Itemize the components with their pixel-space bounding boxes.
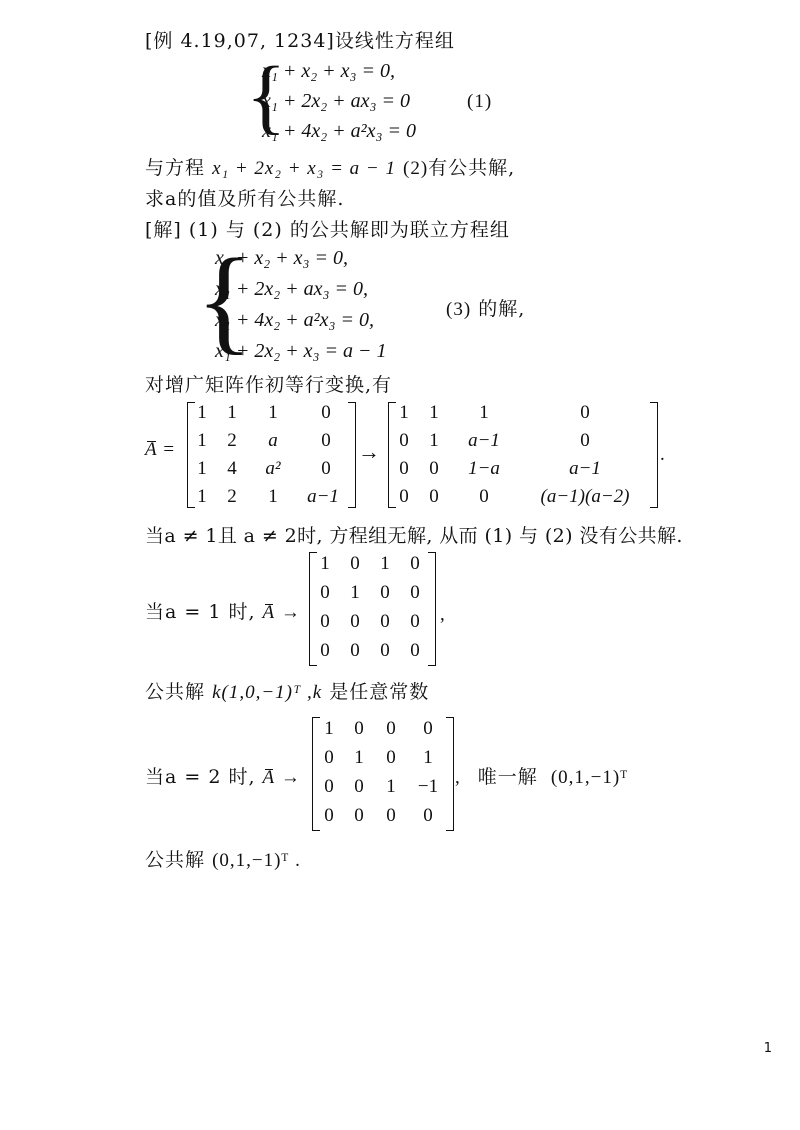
matrix-cell: 2 xyxy=(227,486,237,507)
matrix-cell: 1 xyxy=(197,402,207,423)
matrix-cell: 1 xyxy=(423,747,433,768)
matrix-cell: 1 xyxy=(386,776,396,797)
common-solution-2-prefix: 公共解 xyxy=(145,849,206,871)
system-3-brace: { xyxy=(196,234,253,365)
common-solution-1 xyxy=(145,677,429,704)
matrix-cell: 0 xyxy=(380,611,390,632)
arrow: → xyxy=(358,439,381,464)
matrix-cell: 0 xyxy=(324,747,334,768)
unique-solution-label: 唯一解 xyxy=(477,766,538,788)
matrix-right-bracket xyxy=(428,552,436,666)
equation-2-label: (2) xyxy=(403,158,429,179)
case-a1-prefix: 当a = 1 时, xyxy=(145,601,256,623)
matrix-cell: 0 xyxy=(320,611,330,632)
matrix-cell: 0 xyxy=(354,718,364,739)
matrix-cell: 0 xyxy=(410,582,420,603)
matrix-cell: (a−1)(a−2) xyxy=(540,486,630,507)
system-3-row: x₁ + 2x₂ + x₃ = a − 1 xyxy=(215,340,387,362)
case-a1-symbol: A xyxy=(262,602,276,623)
matrix-cell: 0 xyxy=(324,776,334,797)
problem-header xyxy=(145,26,455,53)
matrix-cell: 0 xyxy=(354,805,364,826)
matrix-cell: a² xyxy=(265,458,281,479)
matrix-cell: 0 xyxy=(321,430,331,451)
matrix-cell: 1 xyxy=(479,402,489,423)
matrix-cell: 1 xyxy=(324,718,334,739)
matrix-cell: 0 xyxy=(479,486,489,507)
matrix-cell: 1 xyxy=(350,582,360,603)
matrix-cell: 0 xyxy=(380,640,390,661)
system-1-row: x₁ + 2x₂ + ax₃ = 0 xyxy=(262,90,410,112)
matrix-cell: 2 xyxy=(227,430,237,451)
system-3-row: x₁ + 2x₂ + ax₃ = 0, xyxy=(215,278,368,300)
matrix-cell: 0 xyxy=(350,611,360,632)
system-1-row: x₁ + 4x₂ + a²x₃ = 0 xyxy=(262,120,416,142)
case-a2-prefix-line: 当a = 2 时, A → xyxy=(145,766,301,788)
matrix-cell: 1 xyxy=(399,402,409,423)
case-a1-prefix-line: 当a = 1 时, A → xyxy=(145,601,301,623)
matrix-cell: 0 xyxy=(350,640,360,661)
matrix-cell: 1 xyxy=(380,553,390,574)
matrix-cell: 0 xyxy=(580,430,590,451)
matrix-cell: 0 xyxy=(324,805,334,826)
solution-tag: [解] xyxy=(145,219,182,241)
matrix-cell: 0 xyxy=(429,486,439,507)
matrix-cell: 0 xyxy=(321,458,331,479)
with-equation-prefix: 与方程 xyxy=(145,157,206,179)
common-solution-1-prefix: 公共解 xyxy=(145,681,206,703)
augmented-label: A = xyxy=(145,439,176,460)
matrix-cell: 0 xyxy=(423,718,433,739)
unique-solution-value: (0,1,−1)ᵀ xyxy=(550,767,629,788)
case-a2-symbol: A xyxy=(262,767,276,788)
matrix-cell: 1 xyxy=(197,486,207,507)
problem-header-text: 设线性方程组 xyxy=(334,30,455,52)
common-solution-2-expr: (0,1,−1)ᵀ . xyxy=(212,850,301,871)
matrix-cell: 1−a xyxy=(468,458,500,479)
ask-line: 求a的值及所有公共解. xyxy=(145,188,345,210)
case-a2-prefix: 当a = 2 时, xyxy=(145,766,256,788)
system-1-label: (1) xyxy=(467,91,493,112)
matrix-cell: 1 xyxy=(197,430,207,451)
matrix-cell: 0 xyxy=(380,582,390,603)
case-a2-tail xyxy=(455,762,628,789)
system-3-suffix: 的解, xyxy=(478,298,526,320)
matrix-cell: 0 xyxy=(386,718,396,739)
case-a1-end: , xyxy=(440,604,446,625)
matrix-cell: a xyxy=(268,430,278,451)
case-no-solution: 当a ≠ 1且 a ≠ 2时, 方程组无解, 从而 (1) 与 (2) 没有公共解. xyxy=(145,525,683,547)
augmented-symbol: A xyxy=(145,439,158,460)
transform-line: 对增广矩阵作初等行变换,有 xyxy=(145,374,393,396)
system-3-tail xyxy=(446,294,525,321)
case-a2-end: , xyxy=(455,767,461,788)
augmented-end: . xyxy=(660,444,666,465)
matrix-right-bracket xyxy=(446,717,454,831)
common-solution-2 xyxy=(145,845,301,872)
matrix-cell: 1 xyxy=(268,486,278,507)
matrix-cell: 0 xyxy=(350,553,360,574)
equation-2: x₁ + 2x₂ + x₃ = a − 1 xyxy=(212,158,396,179)
system-1-brace: { xyxy=(246,50,287,143)
matrix-cell: 1 xyxy=(354,747,364,768)
matrix-cell: 0 xyxy=(321,402,331,423)
page-number: 1 xyxy=(763,1041,772,1056)
matrix-cell: 0 xyxy=(429,458,439,479)
matrix-cell: 0 xyxy=(423,805,433,826)
matrix-cell: a−1 xyxy=(307,486,339,507)
matrix-cell: 0 xyxy=(320,582,330,603)
common-solution-1-expr: k(1,0,−1)ᵀ ,k xyxy=(212,682,323,703)
common-solution-1-suffix: 是任意常数 xyxy=(329,681,430,703)
matrix-cell: 0 xyxy=(399,458,409,479)
matrix-cell: −1 xyxy=(417,776,439,797)
system-1-row: x₁ + x₂ + x₃ = 0, xyxy=(262,60,395,82)
system-3-row: x₁ + 4x₂ + a²x₃ = 0, xyxy=(215,309,374,331)
matrix-cell: 1 xyxy=(268,402,278,423)
matrix-cell: 0 xyxy=(386,747,396,768)
matrix-cell: 0 xyxy=(410,640,420,661)
matrix-cell: 0 xyxy=(386,805,396,826)
matrix-cell: 0 xyxy=(580,402,590,423)
matrix-cell: 0 xyxy=(399,486,409,507)
matrix-cell: 1 xyxy=(227,402,237,423)
matrix-cell: 0 xyxy=(410,611,420,632)
matrix-cell: 1 xyxy=(429,430,439,451)
matrix-cell: 1 xyxy=(320,553,330,574)
matrix-cell: a−1 xyxy=(468,430,500,451)
matrix-cell: 1 xyxy=(429,402,439,423)
matrix-cell: a−1 xyxy=(569,458,601,479)
matrix-cell: 0 xyxy=(399,430,409,451)
matrix-cell: 0 xyxy=(320,640,330,661)
matrix-cell: 0 xyxy=(410,553,420,574)
matrix-right-bracket xyxy=(348,402,356,508)
with-equation-line xyxy=(145,153,515,180)
solution-intro-text: (1) 与 (2) 的公共解即为联立方程组 xyxy=(188,219,510,241)
problem-tag: [例 4.19,07, 1234] xyxy=(145,30,335,52)
with-equation-suffix: 有公共解, xyxy=(428,157,516,179)
system-3-row: x₁ + x₂ + x₃ = 0, xyxy=(215,247,348,269)
system-3-label: (3) xyxy=(446,299,472,320)
matrix-cell: 4 xyxy=(227,458,237,479)
matrix-cell: 1 xyxy=(197,458,207,479)
matrix-cell: 0 xyxy=(354,776,364,797)
